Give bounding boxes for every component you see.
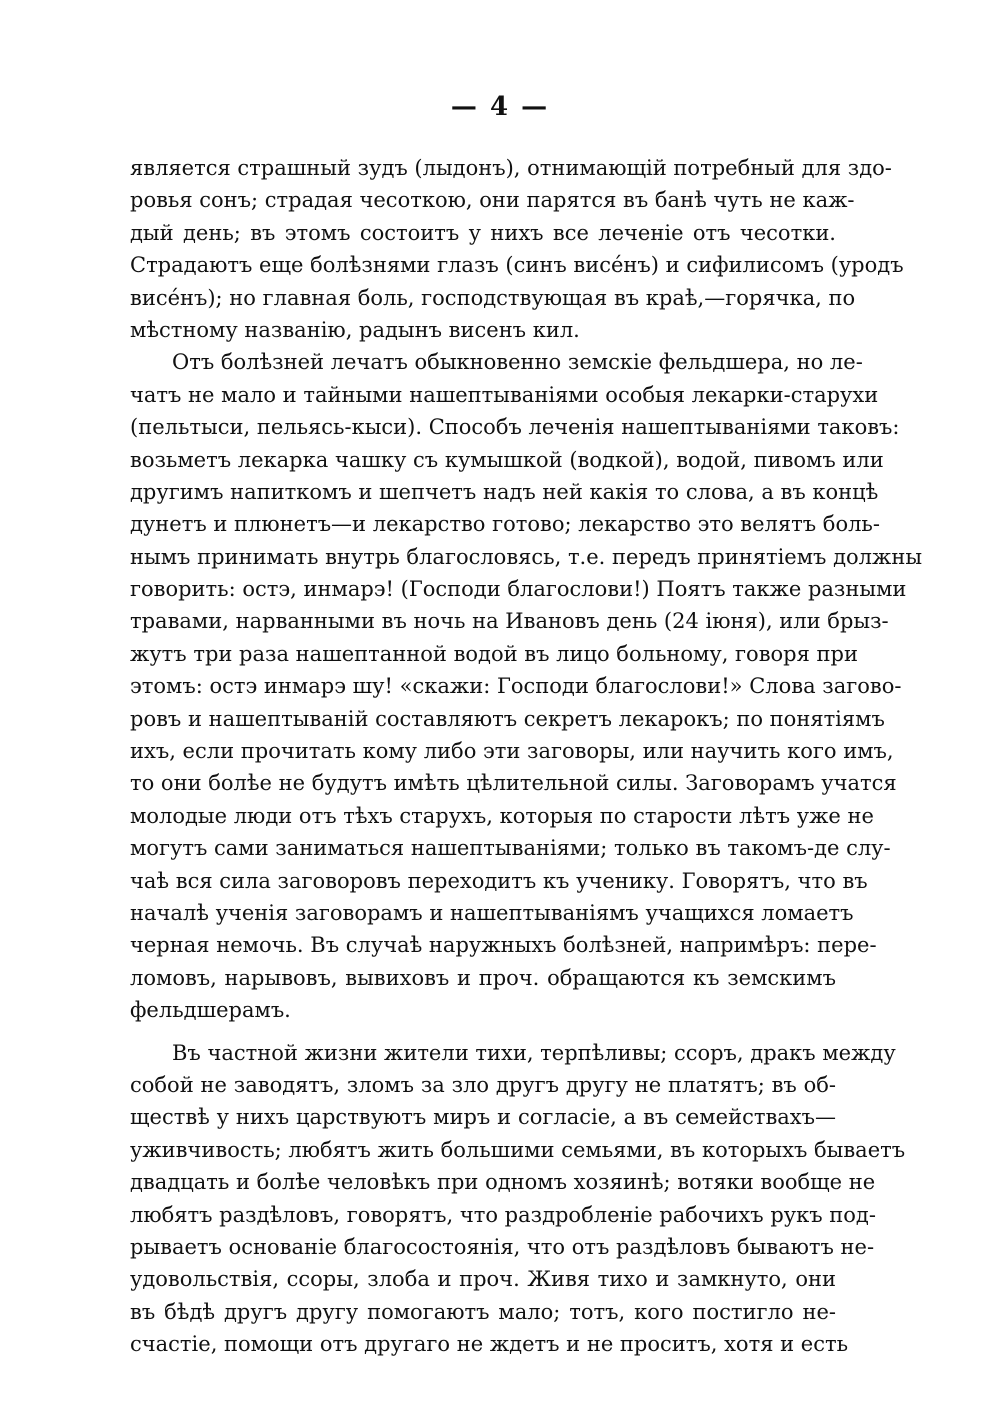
text-line: счастіе, помощи отъ другаго не ждетъ и не проситъ, хотя и есть: [130, 1332, 849, 1357]
text-line: ломовъ, нарывовъ, вывиховъ и проч. обращаются къ земскимъ: [130, 965, 836, 990]
paragraph-2: [130, 346, 923, 1026]
text-line: дунетъ и плюнетъ—и лекарство готово; лекарство это велятъ боль-: [130, 512, 880, 537]
text-line: дый день; въ этомъ состоитъ у нихъ все леченіе отъ чесотки.: [130, 220, 836, 245]
body-text: [130, 152, 923, 1360]
text-line: ровья сонъ; страдая чесоткою, они парятся въ банѣ чуть не каж-: [130, 188, 855, 213]
text-line: чатъ не мало и тайными нашептываніями особыя лекарки-старухи: [130, 382, 879, 407]
text-line: ществѣ у нихъ царствуютъ миръ и согласіе, а въ семействахъ—: [130, 1105, 836, 1130]
paragraph-gap: [130, 1027, 836, 1037]
text-line: въ бѣдѣ другъ другу помогаютъ мало; тотъ, кого постигло не-: [130, 1299, 836, 1324]
text-line: уживчивость; любятъ жить большими семьями, въ которыхъ бываетъ: [130, 1137, 906, 1162]
text-line: возьметъ лекарка чашку съ кумышкой (водкой), водой, пивомъ или: [130, 447, 884, 472]
text-line: удовольствія, ссоры, злоба и проч. Живя тихо и замкнуто, они: [130, 1267, 836, 1292]
text-line: висéнъ); но главная боль, господствующая въ краѣ,—горячка, по: [130, 285, 856, 310]
text-line: фельдшерамъ.: [130, 998, 291, 1023]
text-line: ровъ и нашептываній составляютъ секретъ лекарокъ; по понятіямъ: [130, 706, 885, 731]
text-line: молодые люди отъ тѣхъ старухъ, которыя по старости лѣтъ уже не: [130, 803, 874, 828]
text-line: двадцать и болѣе человѣкъ при одномъ хозяинѣ; вотяки вообще не: [130, 1170, 876, 1195]
text-line: черная немочь. Въ случаѣ наружныхъ болѣзней, напримѣръ: пере-: [130, 933, 877, 958]
text-line: травами, нарванными въ ночь на Ивановъ день (24 іюня), или брыз-: [130, 609, 889, 634]
text-line: ихъ, если прочитать кому либо эти заговоры, или научить кого имъ,: [130, 739, 894, 764]
text-line: мѣстному названію, радынъ висенъ кил.: [130, 317, 580, 342]
text-line: чаѣ вся сила заговоровъ переходитъ къ ученику. Говорятъ, что въ: [130, 868, 868, 893]
text-line: могутъ сами заниматься нашептываніями; только въ такомъ-де слу-: [130, 836, 891, 861]
text-line: любятъ раздѣловъ, говорятъ, что раздробленіе рабочихъ рукъ под-: [130, 1202, 876, 1227]
text-line: Отъ болѣзней лечатъ обыкновенно земскіе фельдшера, но ле-: [172, 350, 863, 375]
page-number: — 4 —: [450, 92, 550, 122]
text-line: является страшный зудъ (лыдонъ), отнимающій потребный для здо-: [130, 156, 892, 180]
text-line: другимъ напиткомъ и шепчетъ надъ ней какія то слова, а въ концѣ: [130, 479, 879, 504]
text-line: этомъ: остэ инмарэ шу! «скажи: Господи благослови!» Слова загово-: [130, 674, 902, 699]
paragraph-3: [130, 1037, 906, 1361]
text-line: жутъ три раза нашептанной водой въ лицо больному, говоря при: [130, 641, 858, 666]
text-line: (пельтыси, пельясь-кыси). Способъ леченія нашептываніями таковъ:: [130, 415, 900, 440]
text-line: началѣ ученія заговорамъ и нашептываніямъ учащихся ломаетъ: [130, 900, 854, 925]
text-line: рываетъ основаніе благосостоянія, что отъ раздѣловъ бываютъ не-: [130, 1234, 875, 1259]
text-line: собой не заводятъ, зломъ за зло другъ другу не платятъ; въ об-: [130, 1072, 836, 1097]
text-line: говорить: остэ, инмарэ! (Господи благослови!) Поятъ также разными: [130, 577, 907, 602]
text-line: то они болѣе не будутъ имѣть цѣлительной силы. Заговорамъ учатся: [130, 771, 897, 796]
text-line: Въ частной жизни жители тихи, терпѣливы; ссоръ, дракъ между: [172, 1040, 896, 1065]
text-line: Страдаютъ еще болѣзнями глазъ (синъ висéнъ) и сифилисомъ (уродъ: [130, 253, 904, 278]
paragraph-1: [130, 152, 904, 346]
text-line: нымъ принимать внутрь благословясь, т.е. передъ принятіемъ должны: [130, 544, 923, 569]
